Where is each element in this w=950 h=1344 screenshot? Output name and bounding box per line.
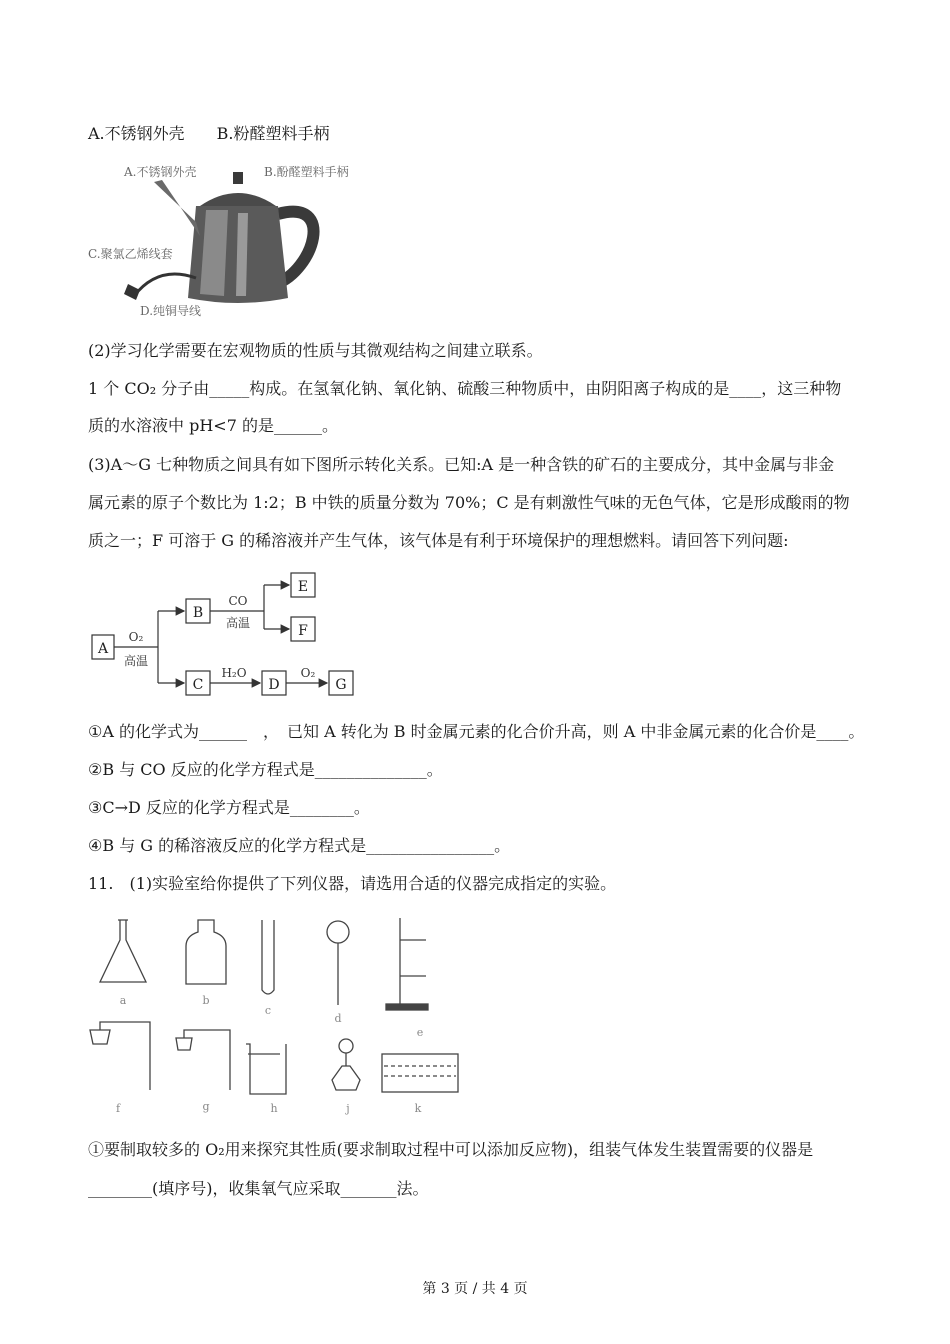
sub-question-4: ④B 与 G 的稀溶液反应的化学方程式是________________。 [88,836,511,855]
sub-question-1: ①A 的化学式为______ ， 已知 A 转化为 B 时金属元素的化合价升高，则 A 中非金属元素的化合价是____。 [88,722,865,741]
question-11: 11. (1)实验室给你提供了下列仪器，请选用合适的仪器完成指定的实验。 [88,874,617,893]
sub-question-3: ③C→D 反应的化学方程式是________。 [88,798,370,817]
kettle-label-d: D.纯铜导线 [140,304,202,318]
flow-cond-h2o: H₂O [221,666,247,680]
apparatus-label-c: c [264,1004,272,1017]
apparatus-label-d: d [334,1012,342,1025]
page-footer: 第 3 页 / 共 4 页 [422,1281,528,1297]
apparatus-label-j: j [346,1102,350,1115]
q11-sub1-line1: ①要制取较多的 O₂用来探究其性质(要求制取过程中可以添加反应物)，组装气体发生装置需要的仪器是 [88,1140,814,1159]
apparatus-label-e: e [416,1026,424,1039]
q2-line1: 1 个 CO₂ 分子由_____构成。在氢氧化钠、氧化钠、硫酸三种物质中，由阴阳离子构成的是____，这三种物 [88,379,842,398]
kettle-label-c: C.聚氯乙烯线套 [88,247,173,261]
kettle-label-b: B.酚醛塑料手柄 [264,165,349,179]
apparatus-label-g: g [202,1100,210,1113]
flow-diagram [88,565,378,705]
q3-line2: 属元素的原子个数比为 1:2；B 中铁的质量分数为 70%；C 是有刺激性气味的无色气体，它是形成酸雨的物 [88,493,850,512]
kettle-figure [88,158,378,328]
options-line: A.不锈钢外壳 B.粉醛塑料手柄 [88,124,330,143]
q2-line2: 质的水溶液中 pH<7 的是______。 [88,416,338,435]
flow-cond-o2-2: O₂ [300,666,316,680]
flow-node-f: F [298,623,308,639]
q2-intro: (2)学习化学需要在宏观物质的性质与其微观结构之间建立联系。 [88,341,543,360]
apparatus-label-k: k [414,1102,422,1115]
apparatus-label-b: b [202,994,210,1007]
flow-cond-o2: O₂ [128,630,144,644]
flow-node-a: A [97,641,109,657]
flow-cond-high-temp: 高温 [123,654,149,668]
flow-node-g: G [335,677,347,693]
flow-node-e: E [297,579,309,595]
q11-sub1-line2: ________(填序号)，收集氧气应采取_______法。 [88,1179,429,1198]
sub-question-2: ②B 与 CO 反应的化学方程式是______________。 [88,760,443,779]
apparatus-label-a: a [119,994,127,1007]
apparatus-label-f: f [115,1102,121,1115]
flow-node-c: C [192,677,204,693]
q3-line3: 质之一；F 可溶于 G 的稀溶液并产生气体，该气体是有利于环境保护的理想燃料。请回答下列问题: [88,531,789,550]
apparatus-figure [80,910,480,1120]
flow-node-d: D [268,677,280,693]
apparatus-label-h: h [270,1102,278,1115]
q3-line1: (3)A～G 七种物质之间具有如下图所示转化关系。已知:A 是一种含铁的矿石的主要成分，其中金属与非金 [88,455,835,474]
flow-cond-co: CO [228,594,248,608]
flow-node-b: B [192,605,204,621]
kettle-label-a: A.不锈钢外壳 [124,165,197,179]
flow-cond-high-temp-2: 高温 [225,616,251,630]
